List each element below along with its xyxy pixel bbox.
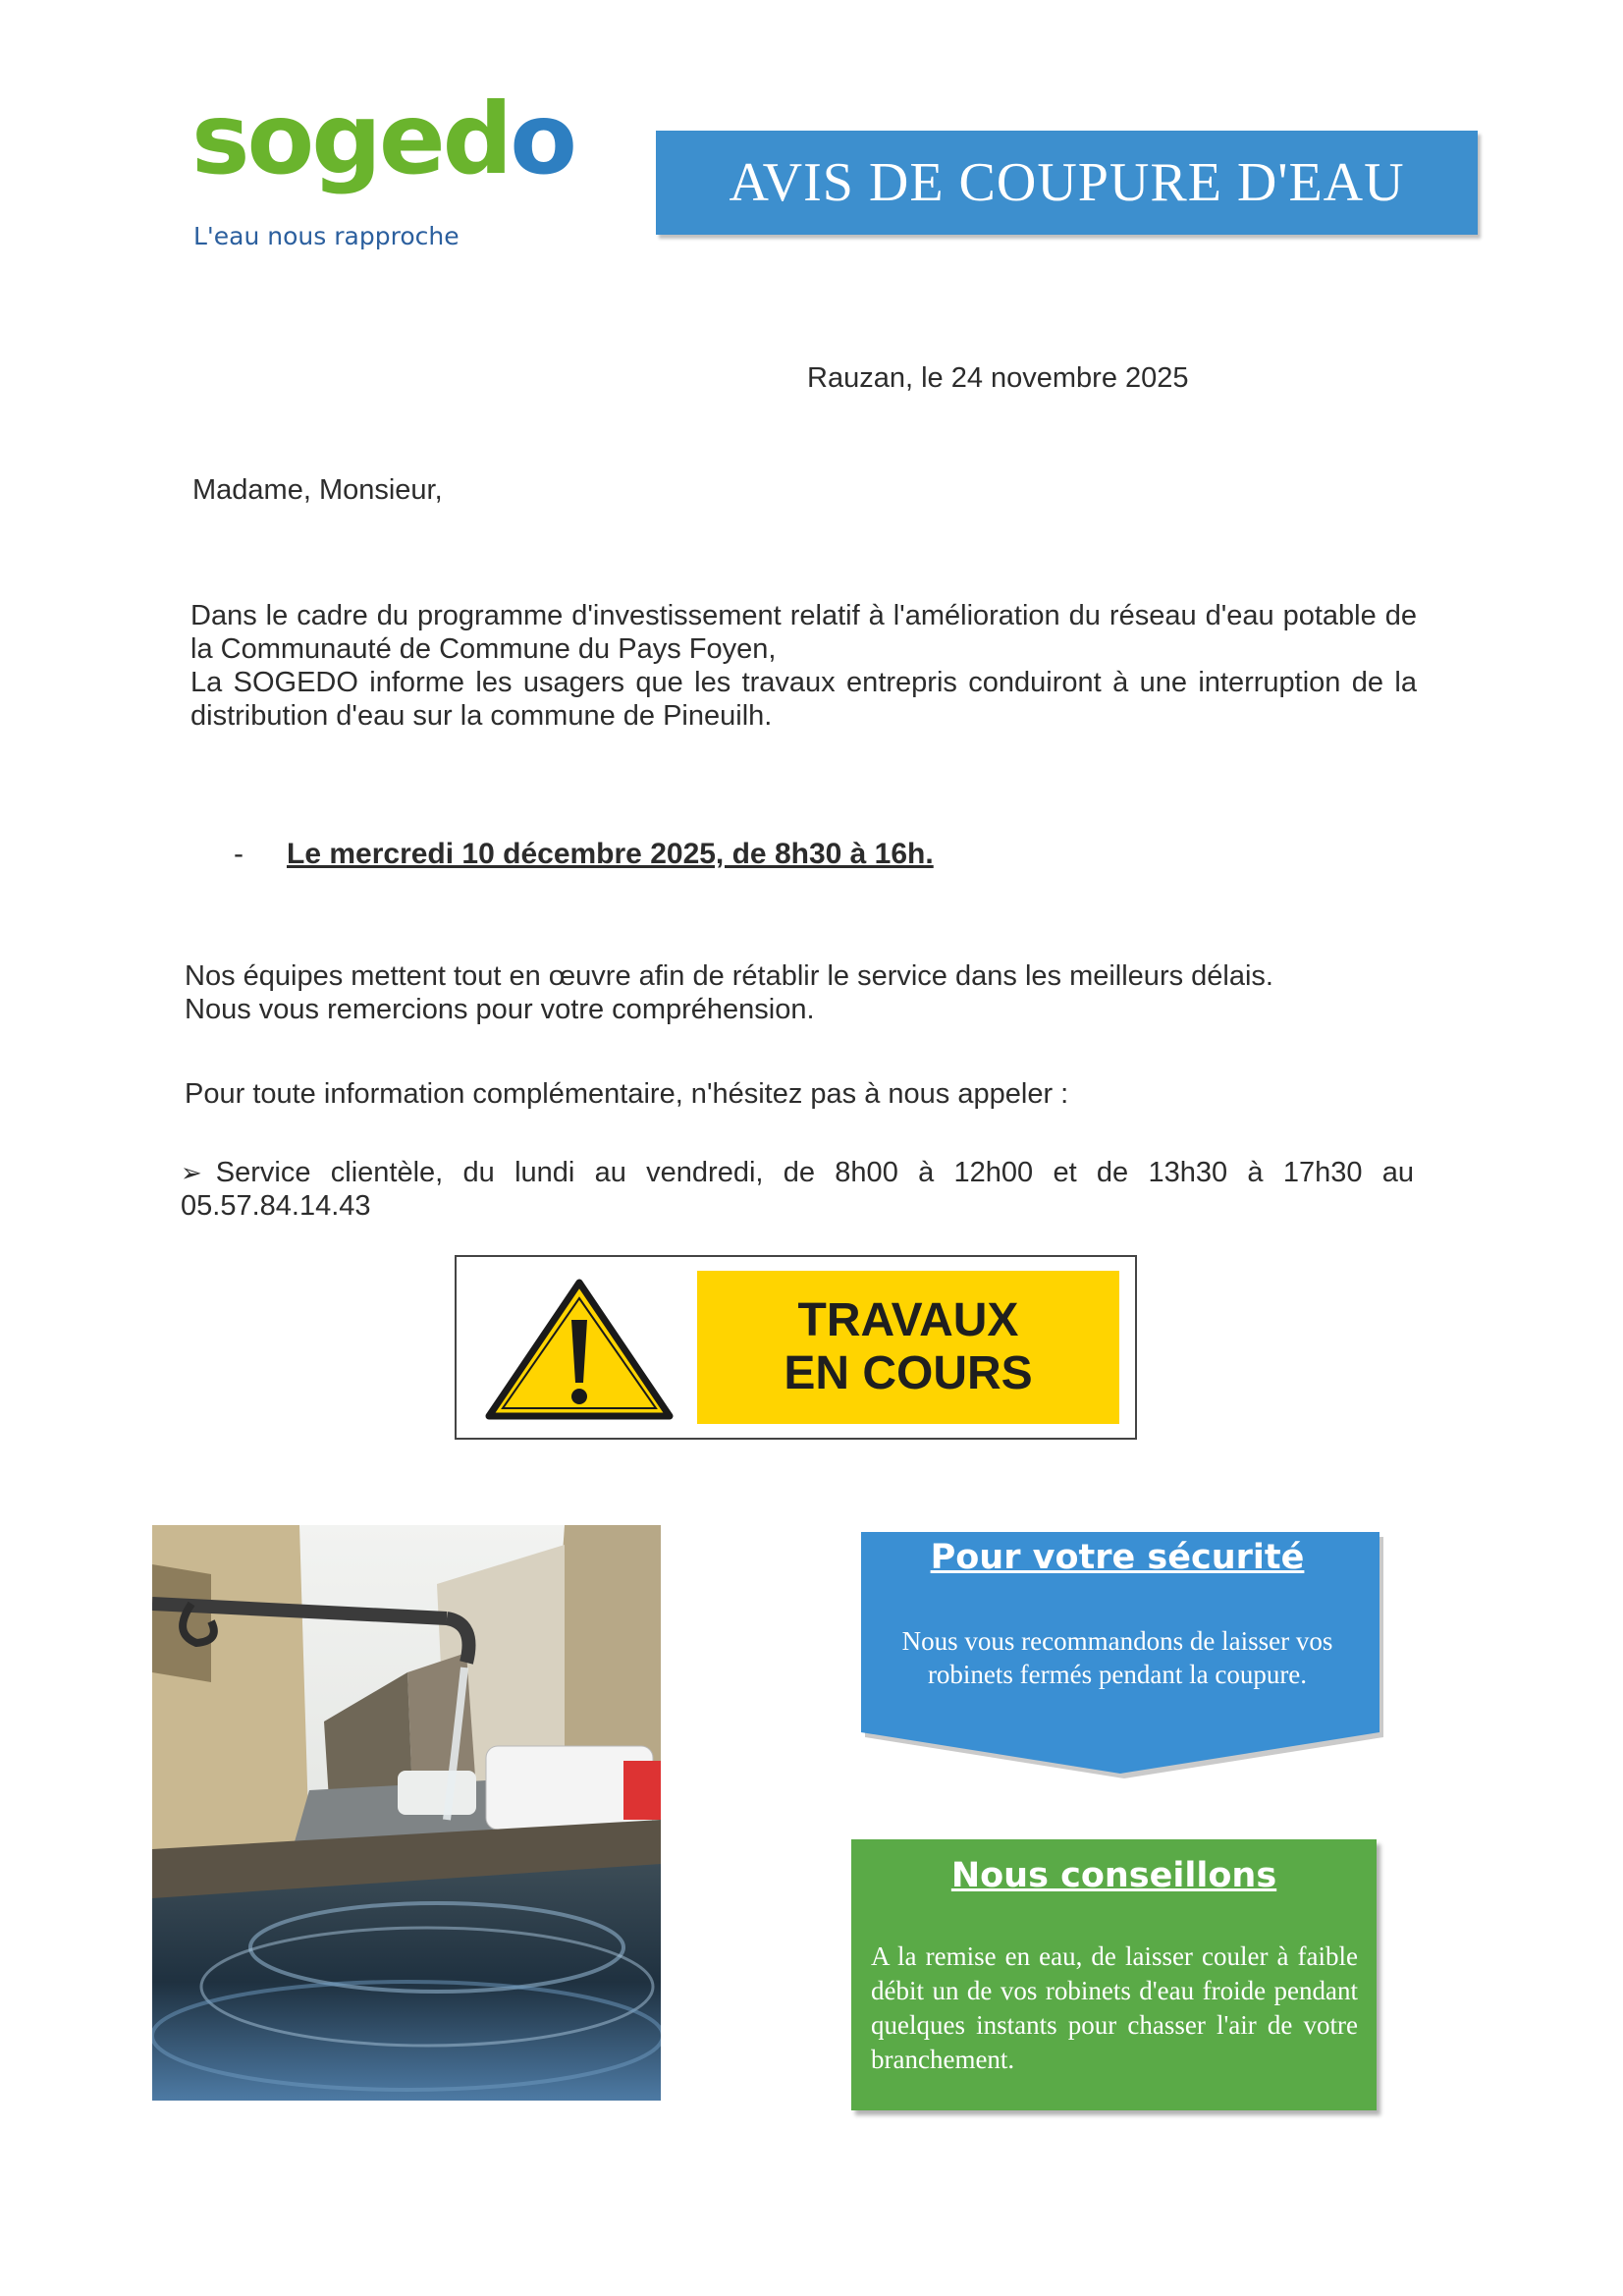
intro-paragraph [190,599,1417,733]
letter-date: Rauzan, le 24 novembre 2025 [807,362,1189,394]
logo-word-start: sog [191,82,379,196]
security-text: Nous vous recommandons de laisser vos robinets fermés pendant la coupure. [901,1626,1333,1689]
warning-triangle-icon [483,1277,676,1422]
closing-line-2: Nous vous remercions pour votre compréhension. [185,994,815,1025]
contact-intro: Pour toute information complémentaire, n'hésitez pas à nous appeler : [185,1078,1069,1110]
closing-line-1: Nos équipes mettent tout en œuvre afin de rétablir le service dans les meilleurs délais. [185,960,1273,992]
title-banner: AVIS DE COUPURE D'EAU [656,131,1478,235]
closing-paragraph [185,959,1273,1026]
logo-word-mid: ed [378,82,511,196]
arrow-bullet-icon: ➢ [181,1158,202,1187]
works-sign-label [697,1271,1119,1424]
intro-line-2: La SOGEDO informe les usagers que les travaux entrepris conduiront à une interruption de la distribution d'eau sur la commune de Pineuilh. [190,667,1417,732]
sign-line-1: TRAVAUX [797,1294,1019,1346]
sogedo-logo [191,82,574,196]
schedule-item [234,838,934,871]
intro-line-1: Dans le cadre du programme d'investissement relatif à l'amélioration du réseau d'eau potable de la Communauté de Commune du Pays Foyen, [190,600,1417,665]
security-title: Pour votre sécurité [930,1538,1305,1577]
advice-text: A la remise en eau, de laisser couler à faible débit un de vos robinets d'eau froide pendant quelques instants pour chasser l'air de votre branchement. [871,1941,1358,2074]
logo-word-o: o [510,82,574,196]
service-text: Service clientèle, du lundi au vendredi, de 8h00 à 12h00 et de 13h30 à 17h30 au 05.57.84.14.43 [181,1157,1414,1222]
schedule-text: Le mercredi 10 décembre 2025, de 8h30 à 16h. [287,838,934,870]
fountain-photo [152,1525,661,2101]
bullet-dash: - [234,838,243,870]
greeting: Madame, Monsieur, [192,474,443,506]
advice-title: Nous conseillons [950,1856,1277,1895]
sign-line-2: EN COURS [784,1347,1033,1399]
logo-tagline: L'eau nous rapproche [193,222,460,250]
service-item [181,1156,1414,1223]
